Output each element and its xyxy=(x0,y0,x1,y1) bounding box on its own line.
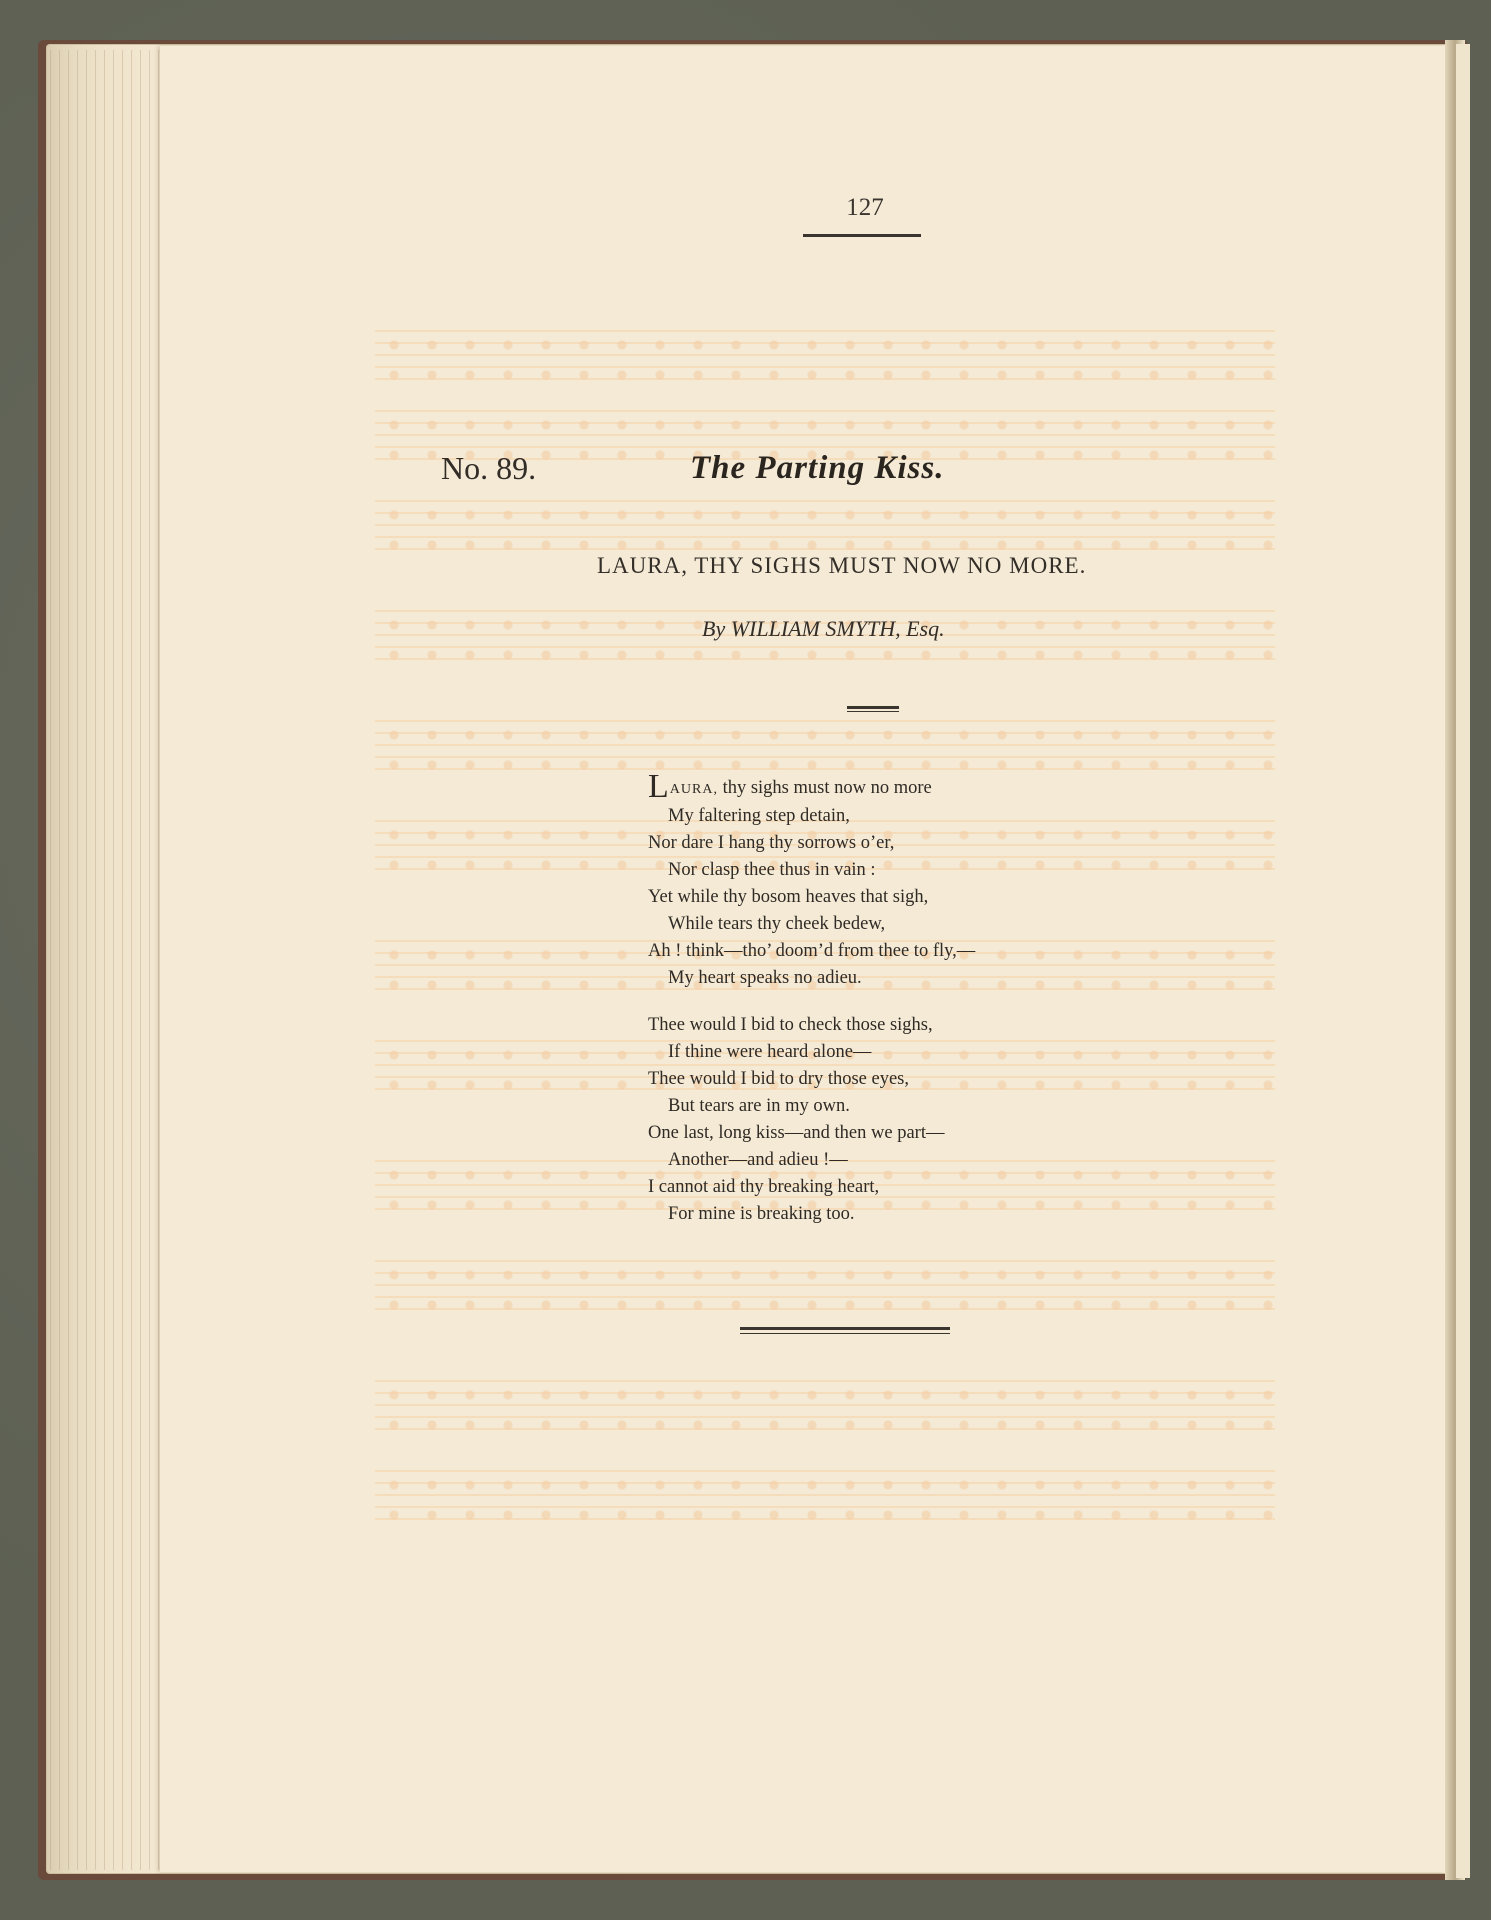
poem-line: Another—and adieu !— xyxy=(668,1150,848,1170)
divider-rule-thin xyxy=(847,711,899,712)
stanza-2 xyxy=(648,1012,975,1228)
poem-line: While tears thy cheek bedew, xyxy=(668,914,886,934)
page-number: 127 xyxy=(846,194,884,221)
poem-line: I cannot aid thy breaking heart, xyxy=(648,1177,880,1197)
poem-line: Nor clasp thee thus in vain : xyxy=(668,860,876,880)
song-title: The Parting Kiss. xyxy=(690,450,945,486)
author-byline: By WILLIAM SMYTH, Esq. xyxy=(702,616,945,641)
poem-line: Thee would I bid to check those sighs, xyxy=(648,1015,933,1035)
poem-line: Nor dare I hang thy sorrows o’er, xyxy=(648,833,895,853)
poem-line: Ah ! think—tho’ doom’d from thee to fly,— xyxy=(648,941,976,961)
poem-line: But tears are in my own. xyxy=(668,1096,850,1116)
poem-line: Thee would I bid to dry those eyes, xyxy=(648,1069,909,1089)
end-rule xyxy=(740,1327,950,1330)
facing-page-edge xyxy=(1456,44,1470,1878)
page-number-rule xyxy=(803,234,921,237)
drop-cap: L xyxy=(648,768,669,805)
poem-line: My heart speaks no adieu. xyxy=(668,968,862,988)
poem-line: One last, long kiss—and then we part— xyxy=(648,1123,945,1143)
poem-line: Yet while thy bosom heaves that sigh, xyxy=(648,887,929,907)
song-subtitle: LAURA, THY SIGHS MUST NOW NO MORE. xyxy=(597,553,1087,578)
poem-line: My faltering step detain, xyxy=(668,806,850,826)
small-caps-word: AURA, xyxy=(669,782,718,797)
poem-line: LAURA, thy sighs must now no more xyxy=(648,768,932,805)
divider-rule xyxy=(847,706,899,709)
poem-text xyxy=(648,768,976,1248)
poem-line: For mine is breaking too. xyxy=(668,1204,855,1224)
poem-line: If thine were heard alone— xyxy=(668,1042,872,1062)
end-rule-thin xyxy=(740,1333,950,1334)
page-edges xyxy=(50,50,170,1870)
stanza-1 xyxy=(648,768,976,992)
song-number: No. 89. xyxy=(441,450,537,486)
